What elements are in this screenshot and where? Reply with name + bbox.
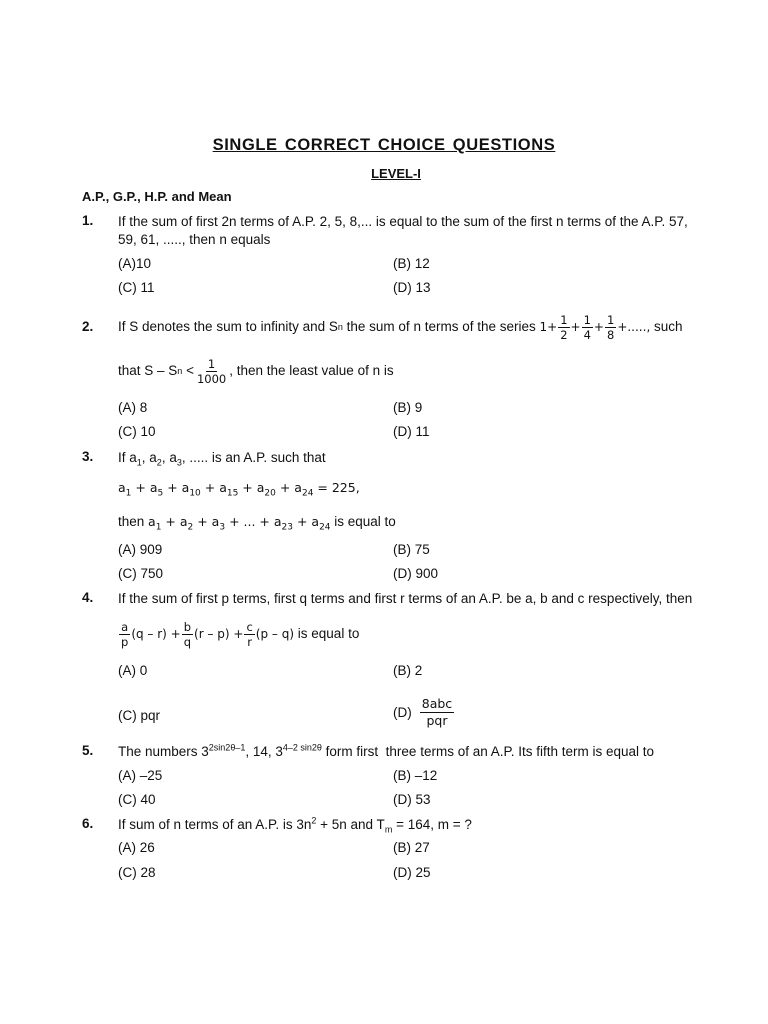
question-1-number: 1. — [82, 213, 94, 228]
question-6-option-c: (C) 28 — [118, 865, 156, 880]
question-4-expression: $\frac{a}{p}$ (q – r) + $\frac{b}{q}$ (r – p) + $\frac{c}{r}$ (p – q) is equal to — [121, 619, 360, 649]
question-6-option-a: (A) 26 — [118, 840, 155, 855]
question-1-option-a: (A)10 — [118, 256, 152, 271]
question-1-option-b: (B) 12 — [393, 256, 430, 271]
question-5-number: 5. — [82, 743, 94, 758]
question-2-line-1: If S denotes the sum to infinity and S n the sum of n terms of the series 1 + $\frac{1}{2}$ + $\frac{1}{4}$ + $\frac{1}{8}$ +....., such — [118, 312, 683, 342]
fraction-half: $\frac{1}{2}$ — [560, 312, 568, 342]
question-1-line-1: If the sum of first 2n terms of A.P. 2, 5, 8,... is equal to the sum of the first n terms of the A.P. 57, — [118, 214, 688, 229]
series-first-term: 1 — [539, 320, 548, 334]
fraction-one-thousandth: $\frac{1}{1000}$ — [196, 356, 227, 386]
question-4-option-a: (A) 0 — [118, 663, 148, 678]
question-1-option-c: (C) 11 — [118, 280, 155, 295]
question-1-line-2: 59, 61, ....., then n equals — [118, 232, 271, 247]
question-5-option-a: (A) –25 — [118, 768, 163, 783]
question-4-option-d: (D) $\frac{\text{8abc}}{\text{pqr}}$ — [393, 695, 453, 728]
question-6-number: 6. — [82, 816, 94, 831]
question-3-option-c: (C) 750 — [118, 566, 164, 581]
fraction-eighth: $\frac{1}{8}$ — [606, 312, 615, 342]
question-3-number: 3. — [82, 449, 94, 464]
fraction-c-over-r: $\frac{c}{r}$ — [246, 619, 253, 649]
question-5-option-d: (D) 53 — [393, 792, 431, 807]
question-3-option-b: (B) 75 — [393, 542, 430, 557]
question-4-line-1: If the sum of first p terms, first q terms and first r terms of an A.P. be a, b and c respectively, then — [118, 591, 693, 606]
question-3-equation: $a_1 + a_5 + a_{10} + a_{15} + a_{20} + a_{24} = 225$, — [118, 480, 360, 499]
question-3-option-a: (A) 909 — [118, 542, 163, 557]
question-6-option-b: (B) 27 — [393, 840, 430, 855]
question-3-option-d: (D) 900 — [393, 566, 439, 581]
question-3-line-3: then $a_1 + a_2 + a_3$ + ... + $a_{23} + a_{24}$ is equal to — [118, 514, 396, 533]
fraction-8abc-over-pqr: $\frac{\text{8abc}}{\text{pqr}}$ — [421, 695, 453, 728]
question-6-option-d: (D) 25 — [393, 865, 431, 880]
question-2-option-a: (A) 8 — [118, 400, 148, 415]
question-2-line-2: that S – S n < $\frac{1}{1000}$ , then the least value of n is — [118, 356, 394, 386]
question-4-number: 4. — [82, 590, 94, 605]
question-5-option-b: (B) –12 — [393, 768, 438, 783]
question-5-option-c: (C) 40 — [118, 792, 156, 807]
question-1-option-d: (D) 13 — [393, 280, 431, 295]
question-2-number: 2. — [82, 319, 94, 334]
fraction-quarter: $\frac{1}{4}$ — [583, 312, 591, 342]
page-title: SINGLE CORRECT CHOICE QUESTIONS — [212, 136, 556, 154]
question-4-option-c: (C) pqr — [118, 708, 161, 723]
question-2-option-b: (B) 9 — [393, 400, 423, 415]
question-4-option-b: (B) 2 — [393, 663, 423, 678]
section-heading: A.P., G.P., H.P. and Mean — [82, 189, 232, 204]
fraction-a-over-p: $\frac{a}{p}$ — [121, 619, 129, 649]
question-6-line-1: If sum of n terms of an A.P. is $3n^2 + 5n$ and $T_m = 164$, m = ? — [118, 815, 472, 835]
fraction-b-over-q: $\frac{b}{q}$ — [183, 619, 192, 649]
question-5-line-1: The numbers $3^{2sin2\theta-1}$, 14, $3^{4-2 sin2\theta}$ form first three terms of an A.P. Its fifth term is equal to — [118, 742, 655, 759]
level-heading: LEVEL-I — [371, 166, 421, 181]
question-2-option-c: (C) 10 — [118, 424, 156, 439]
question-2-option-d: (D) 11 — [393, 424, 430, 439]
question-3-line-1: If $a_1$, $a_2$, $a_3$, ..... is an A.P. such that — [118, 450, 326, 468]
